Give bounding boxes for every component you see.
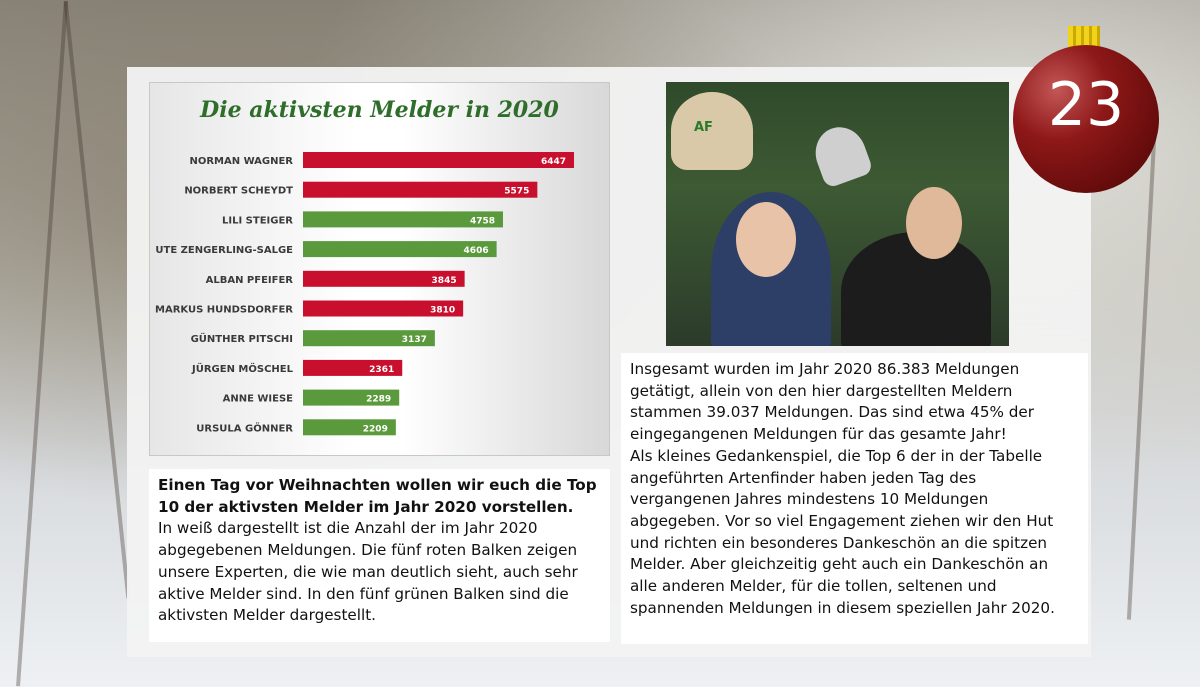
bar	[303, 182, 537, 198]
data-label: 6447	[540, 157, 566, 167]
data-label: 4606	[463, 246, 489, 257]
summary-text-box	[621, 353, 1088, 644]
category-label: GÜNTHER PITSCHI	[190, 334, 293, 346]
category-label: URSULA GÖNNER	[196, 423, 293, 435]
bar-chart	[149, 82, 610, 456]
category-label: ALBAN PFEIFER	[205, 274, 293, 286]
person-right-face	[906, 187, 962, 259]
data-label: 4758	[469, 216, 496, 227]
category-label: LILI STEIGER	[222, 215, 293, 227]
cap-grey	[808, 120, 874, 189]
category-label: NORBERT SCHEYDT	[184, 185, 293, 197]
data-label: 5575	[504, 186, 530, 197]
category-label: ANNE WIESE	[222, 393, 293, 405]
category-label: NORMAN WAGNER	[189, 156, 293, 167]
summary-paragraph-2: Als kleines Gedankenspiel, die Top 6 der in der Tabelle angeführten Artenfinder haben jeden Tag des vergangenen Jahres mindestens 10 Meldungen abgegeben. Vor so viel Engagement ziehen wir den Hut und richten ein besonderes Dankeschön an die spitzen Melder. Aber gleichzeitig geht auch ein Dankeschön an alle anderen Melder, für die tollen, seltenen und spannenden Meldungen in diesem speziellen Jahr 2020.	[630, 446, 1055, 617]
data-label: 3810	[430, 305, 456, 316]
data-label: 2209	[362, 424, 388, 435]
category-label: MARKUS HUNDSDORFER	[155, 304, 293, 316]
chart-svg	[150, 83, 611, 457]
advent-day-number: 23	[1047, 70, 1125, 140]
intro-text-box	[149, 469, 610, 642]
bar	[303, 152, 574, 168]
data-label: 3137	[401, 335, 427, 346]
intro-body: In weiß dargestellt ist die Anzahl der im Jahr 2020 abgegebenen Meldungen. Die fünf roten Balken zeigen unsere Experten, die wie man deutlich sieht, auch sehr aktive Melder sind. In den fünf grünen Balken sind die aktivsten Melder dargestellt.	[158, 519, 578, 625]
chart-title: Die aktivsten Melder in 2020	[200, 97, 559, 123]
photo-two-people-with-caps	[666, 82, 1009, 346]
data-label: 3845	[431, 275, 457, 286]
background-tree	[16, 1, 68, 687]
background-tree	[1127, 120, 1157, 620]
cap-logo: AF	[694, 120, 713, 135]
summary-paragraph-1: Insgesamt wurden im Jahr 2020 86.383 Meldungen getätigt, allein von den hier dargestellten Meldern stammen 39.037 Meldungen. Das sind etwa 45% der eingegangenen Meldungen für das gesamte Jahr!	[630, 360, 1034, 444]
category-label: UTE ZENGERLING-SALGE	[155, 245, 293, 257]
category-label: JÜRGEN MÖSCHEL	[192, 363, 293, 375]
intro-heading: Einen Tag vor Weihnachten wollen wir euch die Top 10 der aktivsten Melder im Jahr 2020 vorstellen.	[158, 476, 597, 516]
person-left-face	[736, 202, 796, 277]
background-tree	[64, 1, 131, 598]
data-label: 2289	[366, 394, 392, 405]
data-label: 2361	[369, 364, 395, 375]
